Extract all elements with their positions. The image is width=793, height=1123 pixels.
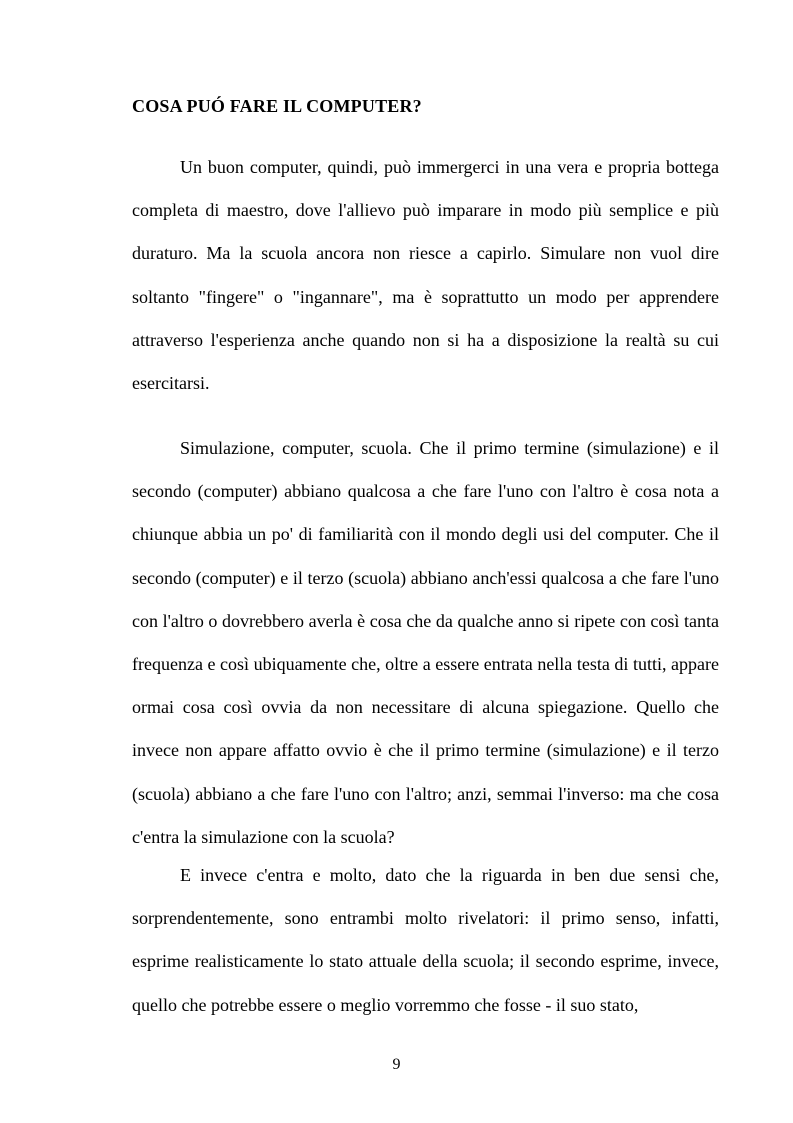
page-number: 9 [392, 1056, 401, 1073]
section-heading: COSA PUÓ FARE IL COMPUTER? [132, 96, 422, 116]
paragraph-2: Simulazione, computer, scuola. Che il primo termine (simulazione) e il secondo (computer) abbiano qualcosa a che fare l'uno con l'altro è cosa nota a chiunque abbia un po' di familiarità con il mondo degli usi del computer. Che il secondo (computer) e il terzo (scuola) abbiano anch'essi qualcosa a che fare l'uno con l'altro o dovrebbero averla è cosa che da qualche anno si ripete con così tanta frequenza e così ubiquamente che, oltre a essere entrata nella testa di tutti, appare ormai cosa così ovvia da non necessitare di alcuna spiegazione. Quello che invece non appare affatto ovvio è che il primo termine (simulazione) e il terzo (scuola) abbiano a che fare l'uno con l'altro; anzi, semmai l'inverso: ma che cosa c'entra la simulazione con la scuola? [132, 438, 719, 847]
paragraph-1: Un buon computer, quindi, può immergerci in una vera e propria bottega completa di maestro, dove l'allievo può imparare in modo più semplice e più duraturo. Ma la scuola ancora non riesce a capirlo. Simulare non vuol dire soltanto "fingere" o "ingannare", ma è soprattutto un modo per apprendere attraverso l'esperienza anche quando non si ha a disposizione la realtà su cui esercitarsi. [132, 157, 719, 394]
paragraph-3: E invece c'entra e molto, dato che la riguarda in ben due sensi che, sorprendentemente, sono entrambi molto rivelatori: il primo senso, infatti, esprime realisticamente lo stato attuale della scuola; il secondo esprime, invece, quello che potrebbe essere o meglio vorremmo che fosse - il suo stato, [132, 865, 719, 1015]
